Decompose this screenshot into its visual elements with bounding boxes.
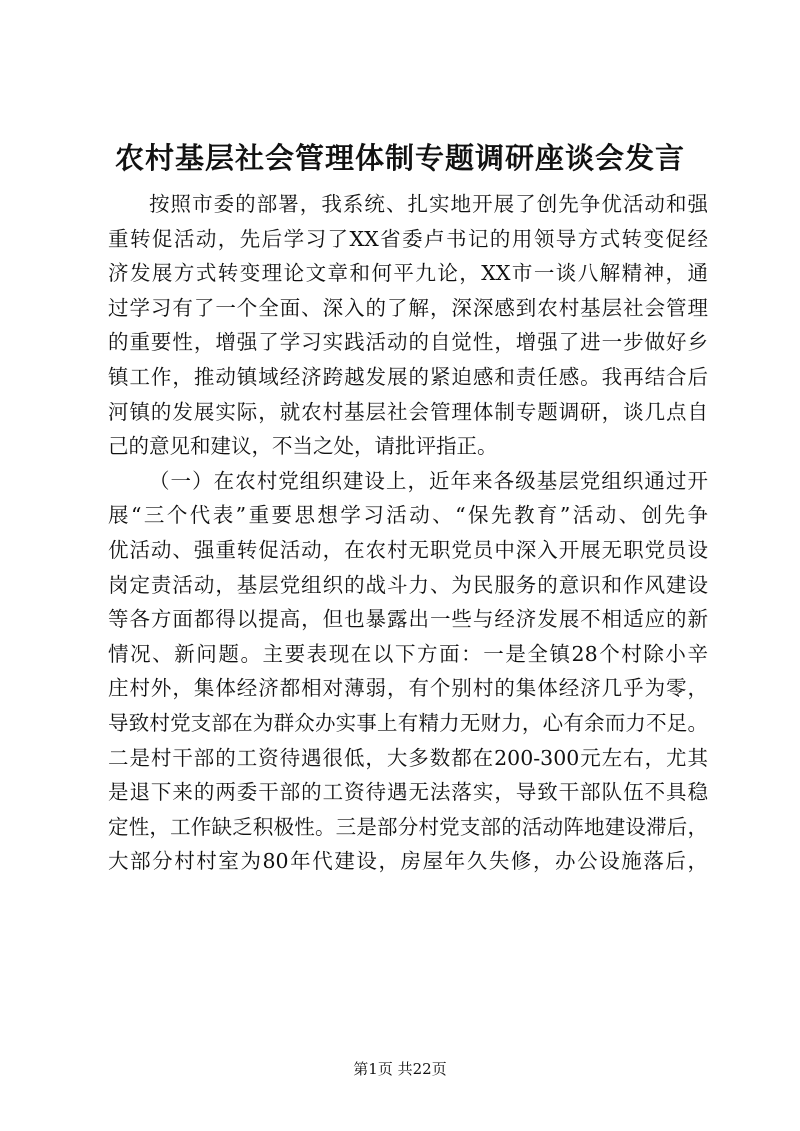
paragraph-line: 导致村党支部在为群众办实事上有精力无财力，心有余而力不足。 bbox=[108, 710, 708, 735]
paragraph-line: 己的意见和建议，不当之处，请批评指正。 bbox=[108, 434, 498, 459]
paragraph-line: 二是村干部的工资待遇很低，大多数都在200-300元左右，尤其 bbox=[108, 745, 708, 770]
paragraph-line: 镇工作，推动镇域经济跨越发展的紧迫感和责任感。我再结合后 bbox=[108, 364, 708, 389]
paragraph-line: 大部分村村室为80年代建设，房屋年久失修，办公设施落后， bbox=[108, 849, 708, 874]
paragraph-line: 按照市委的部署，我系统、扎实地开展了创先争优活动和强 bbox=[149, 192, 708, 216]
document-body bbox=[108, 187, 708, 879]
paragraph-line: 情况、新问题。主要表现在以下方面：一是全镇28个村除小辛 bbox=[108, 641, 708, 666]
paragraph-line: 定性，工作缺乏积极性。三是部分村党支部的活动阵地建设滞后， bbox=[108, 814, 708, 839]
paragraph-line: 是退下来的两委干部的工资待遇无法落实，导致干部队伍不具稳 bbox=[108, 780, 708, 805]
paragraph-line: 展“三个代表”重要思想学习活动、“保先教育”活动、创先争 bbox=[108, 503, 708, 528]
page-number-footer: 第1页 共22页 bbox=[353, 1060, 447, 1078]
paragraph-line: 的重要性，增强了学习实践活动的自觉性，增强了进一步做好乡 bbox=[108, 330, 708, 355]
paragraph-line: 重转促活动，先后学习了XX省委卢书记的用领导方式转变促经 bbox=[108, 226, 708, 251]
paragraph-line: 河镇的发展实际，就农村基层社会管理体制专题调研，谈几点自 bbox=[108, 399, 708, 424]
paragraph-line: 济发展方式转变理论文章和何平九论，XX市一谈八解精神，通 bbox=[108, 261, 708, 286]
paragraph-line: 优活动、强重转促活动，在农村无职党员中深入开展无职党员设 bbox=[108, 537, 708, 562]
paragraph-1 bbox=[108, 187, 708, 464]
paragraph-line: （一）在农村党组织建设上，近年来各级基层党组织通过开 bbox=[149, 468, 708, 493]
paragraph-line: 等各方面都得以提高，但也暴露出一些与经济发展不相适应的新 bbox=[108, 607, 708, 632]
paragraph-line: 庄村外，集体经济都相对薄弱，有个别村的集体经济几乎为零， bbox=[108, 676, 708, 701]
paragraph-2 bbox=[108, 464, 708, 879]
paragraph-line: 过学习有了一个全面、深入的了解，深深感到农村基层社会管理 bbox=[108, 295, 708, 320]
paragraph-line: 岗定责活动，基层党组织的战斗力、为民服务的意识和作风建设 bbox=[108, 572, 708, 597]
document-title: 农村基层社会管理体制专题调研座谈会发言 bbox=[114, 141, 685, 175]
